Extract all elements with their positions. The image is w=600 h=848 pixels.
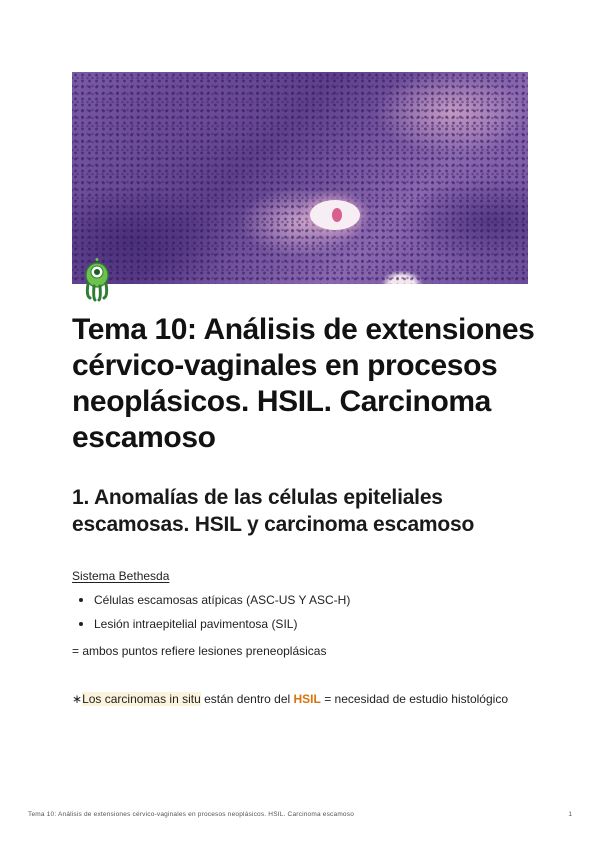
highlighted-text: Los carcinomas in situ xyxy=(82,692,201,706)
footer-text: Tema 10: Análisis de extensiones cérvico-vaginales en procesos neoplásicos. HSIL. Carcinoma escamoso xyxy=(28,811,355,818)
list-item: Células escamosas atípicas (ASC-US Y ASC-H) xyxy=(72,592,350,616)
asterisk: ∗ xyxy=(72,692,83,706)
hsil-accent: HSIL xyxy=(293,692,321,706)
carcinoma-note xyxy=(72,690,512,708)
header-histology-image xyxy=(72,72,528,284)
para-suffix: = necesidad de estudio histológico xyxy=(320,692,508,706)
gland-lumen xyxy=(310,200,360,230)
system-label: Sistema Bethesda xyxy=(72,569,170,583)
page-title: Tema 10: Análisis de extensiones cérvico-vaginales en procesos neoplásicos. HSIL. Carcinoma escamoso xyxy=(72,313,535,454)
note-text: = ambos puntos refiere lesiones preneoplásicas xyxy=(72,644,327,658)
page-number: 1 xyxy=(568,811,572,818)
bullet-list xyxy=(72,592,350,640)
section-heading: 1. Anomalías de las células epiteliales escamosas. HSIL y carcinoma escamoso xyxy=(72,486,475,536)
list-item: Lesión intraepitelial pavimentosa (SIL) xyxy=(72,616,350,640)
para-middle: están dentro del xyxy=(200,692,294,706)
alien-mascot-icon xyxy=(82,258,112,302)
cell-texture xyxy=(72,72,528,284)
